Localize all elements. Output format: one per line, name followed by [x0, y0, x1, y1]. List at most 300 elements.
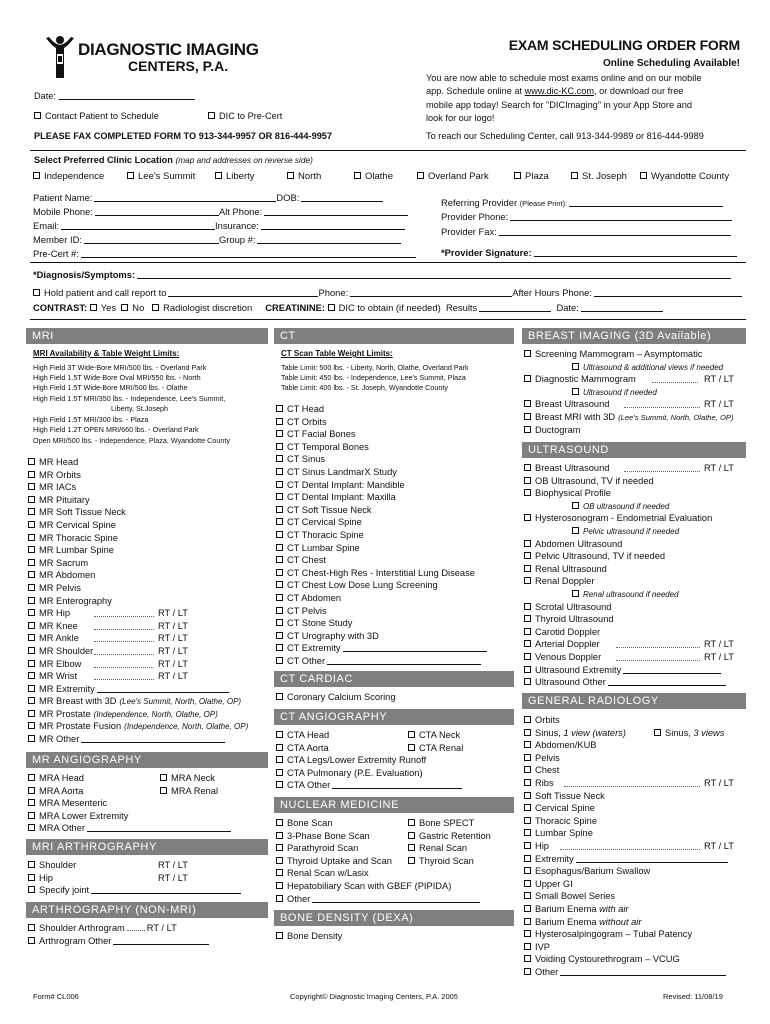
checkbox[interactable]: [524, 855, 531, 862]
checkbox[interactable]: [28, 722, 35, 729]
checkbox[interactable]: [28, 483, 35, 490]
checkbox[interactable]: [28, 584, 35, 591]
checkbox[interactable]: [28, 471, 35, 478]
checkbox[interactable]: [28, 886, 35, 893]
member-line[interactable]: [84, 235, 219, 244]
checkbox[interactable]: [28, 937, 35, 944]
exam-pelvic-ultrasound-tv-if-needed[interactable]: [524, 551, 746, 564]
provider-fax-field[interactable]: [441, 227, 731, 238]
checkbox[interactable]: [524, 817, 531, 824]
exam-ct-head[interactable]: [276, 404, 512, 417]
checkbox[interactable]: [524, 577, 531, 584]
checkbox[interactable]: [276, 581, 283, 588]
checkbox[interactable]: [276, 895, 283, 902]
checkbox[interactable]: [524, 666, 531, 673]
hold-phone-line[interactable]: [350, 288, 512, 297]
checkbox[interactable]: [524, 464, 531, 471]
checkbox[interactable]: [33, 289, 40, 296]
checkbox[interactable]: [276, 544, 283, 551]
results-line[interactable]: [479, 303, 551, 312]
exam-chest[interactable]: [524, 765, 746, 778]
insurance-line[interactable]: [261, 221, 405, 230]
rt-lt-option[interactable]: RT / LT: [704, 840, 734, 851]
checkbox[interactable]: [408, 744, 415, 751]
mobile-line[interactable]: [95, 207, 219, 216]
referring-line[interactable]: [569, 198, 723, 207]
checkbox[interactable]: [524, 867, 531, 874]
exam-mr-prostate[interactable]: [28, 709, 268, 722]
rt-lt-option[interactable]: RT / LT: [704, 639, 734, 650]
checkbox[interactable]: [572, 590, 579, 597]
exam-abdomen-ultrasound[interactable]: [524, 539, 746, 552]
exam-ct-pelvis[interactable]: [276, 606, 512, 619]
checkbox[interactable]: [276, 556, 283, 563]
checkbox[interactable]: [276, 731, 283, 738]
checkbox[interactable]: [28, 597, 35, 604]
checkbox[interactable]: [276, 481, 283, 488]
checkbox[interactable]: [160, 787, 167, 794]
diagnosis-field[interactable]: [33, 270, 731, 281]
after-hours-line[interactable]: [594, 288, 742, 297]
checkbox[interactable]: [524, 918, 531, 925]
checkbox[interactable]: [524, 603, 531, 610]
checkbox[interactable]: [524, 804, 531, 811]
contact-patient-option[interactable]: [34, 111, 159, 122]
blank-line[interactable]: [343, 643, 487, 652]
exam-coronary-calcium-scoring[interactable]: [276, 692, 512, 705]
exam-mr-shoulder[interactable]: [28, 646, 268, 659]
checkbox[interactable]: [276, 468, 283, 475]
exam-mr-iacs[interactable]: [28, 482, 268, 495]
exam-mr-sacrum[interactable]: [28, 558, 268, 571]
checkbox[interactable]: [524, 678, 531, 685]
exam-ct-dental-implant-mandible[interactable]: [276, 480, 512, 493]
checkbox[interactable]: [524, 375, 531, 382]
exam-cta-other[interactable]: [276, 780, 416, 793]
checkbox[interactable]: [28, 496, 35, 503]
exam-mra-other[interactable]: [28, 823, 158, 836]
checkbox[interactable]: [28, 571, 35, 578]
exam-breast-ultrasound[interactable]: [524, 463, 746, 476]
clinic-option-north[interactable]: [287, 172, 321, 183]
checkbox[interactable]: [276, 744, 283, 751]
rt-lt-option[interactable]: RT / LT: [704, 777, 734, 788]
exam-screening-mammogram-asymptomatic[interactable]: [524, 349, 746, 362]
exam-mr-elbow[interactable]: [28, 659, 268, 672]
checkbox[interactable]: [34, 112, 41, 119]
checkbox[interactable]: [408, 832, 415, 839]
exam-thyroid-scan[interactable]: [408, 856, 512, 869]
exam-ductogram[interactable]: [524, 425, 746, 438]
checkbox[interactable]: [276, 693, 283, 700]
signature-line[interactable]: [534, 248, 737, 257]
checkbox[interactable]: [28, 660, 35, 667]
exam-gastric-retention[interactable]: [408, 831, 512, 844]
exam-other[interactable]: [524, 967, 746, 980]
exam-sinus[interactable]: [524, 728, 746, 741]
patient-name-field[interactable]: [33, 193, 383, 202]
checkbox[interactable]: [654, 729, 661, 736]
hold-line[interactable]: [168, 288, 318, 297]
checkbox[interactable]: [276, 607, 283, 614]
checkbox[interactable]: [152, 304, 159, 311]
checkbox[interactable]: [28, 672, 35, 679]
checkbox[interactable]: [524, 400, 531, 407]
exam-extremity[interactable]: [524, 854, 746, 867]
rt-lt-option[interactable]: RT / LT: [146, 923, 177, 933]
online-link[interactable]: www.dic-KC.com: [524, 86, 595, 97]
checkbox[interactable]: [524, 477, 531, 484]
breast-sub-option[interactable]: [524, 362, 746, 375]
exam-ct-lumbar-spine[interactable]: [276, 543, 512, 556]
exam-ct-temporal-bones[interactable]: [276, 442, 512, 455]
exam-cervical-spine[interactable]: [524, 803, 746, 816]
exam-mr-orbits[interactable]: [28, 470, 268, 483]
checkbox[interactable]: [524, 905, 531, 912]
exam-ct-stone-study[interactable]: [276, 618, 512, 631]
clinic-option-liberty[interactable]: [215, 172, 255, 183]
exam-mr-hip[interactable]: [28, 608, 268, 621]
checkbox[interactable]: [276, 932, 283, 939]
exam-hysterosalpingogram-tubal-patency[interactable]: [524, 929, 746, 942]
checkbox[interactable]: [160, 774, 167, 781]
exam-ultrasound-extremity[interactable]: [524, 665, 746, 678]
exam-hip[interactable]: [28, 873, 268, 886]
exam-esophagus-barium-swallow[interactable]: [524, 866, 746, 879]
checkbox[interactable]: [514, 172, 521, 179]
exam-mr-wrist[interactable]: [28, 671, 268, 684]
checkbox[interactable]: [276, 594, 283, 601]
checkbox[interactable]: [276, 781, 283, 788]
exam-venous-doppler[interactable]: [524, 652, 746, 665]
exam-soft-tissue-neck[interactable]: [524, 791, 746, 804]
precert-line[interactable]: [81, 249, 416, 258]
exam-mr-pituitary[interactable]: [28, 495, 268, 508]
checkbox[interactable]: [287, 172, 294, 179]
exam-ct-extremity[interactable]: [276, 643, 512, 656]
exam-ct-sinus-landmarx-study[interactable]: [276, 467, 512, 480]
checkbox[interactable]: [524, 653, 531, 660]
precert-field[interactable]: [33, 249, 416, 258]
checkbox[interactable]: [28, 735, 35, 742]
exam-ct-facial-bones[interactable]: [276, 429, 512, 442]
exam-bone-spect[interactable]: [408, 818, 512, 831]
checkbox[interactable]: [524, 741, 531, 748]
checkbox[interactable]: [276, 405, 283, 412]
checkbox[interactable]: [276, 756, 283, 763]
clinic-option-wyandotte-county[interactable]: [640, 172, 729, 183]
diagnosis-line[interactable]: [137, 270, 731, 279]
checkbox[interactable]: [640, 172, 647, 179]
checkbox[interactable]: [524, 829, 531, 836]
checkbox[interactable]: [28, 609, 35, 616]
date-line[interactable]: [59, 91, 195, 100]
checkbox[interactable]: [524, 628, 531, 635]
checkbox[interactable]: [276, 832, 283, 839]
checkbox[interactable]: [524, 514, 531, 521]
checkbox[interactable]: [276, 531, 283, 538]
results-date-line[interactable]: [581, 303, 663, 312]
checkbox[interactable]: [524, 426, 531, 433]
blank-line[interactable]: [312, 894, 480, 903]
provider-phone-line[interactable]: [510, 212, 732, 221]
exam-renal-scan-w-lasix[interactable]: [276, 868, 512, 881]
checkbox[interactable]: [276, 619, 283, 626]
checkbox[interactable]: [524, 968, 531, 975]
blank-line[interactable]: [87, 823, 231, 832]
checkbox[interactable]: [524, 350, 531, 357]
exam-ct-soft-tissue-neck[interactable]: [276, 505, 512, 518]
checkbox[interactable]: [408, 857, 415, 864]
exam-biophysical-profile[interactable]: [524, 488, 746, 501]
blank-line[interactable]: [91, 885, 241, 894]
exam-orbits[interactable]: [524, 715, 746, 728]
checkbox[interactable]: [28, 647, 35, 654]
checkbox[interactable]: [276, 418, 283, 425]
provider-fax-line[interactable]: [499, 227, 731, 236]
checkbox[interactable]: [572, 527, 579, 534]
exam-thyroid-ultrasound[interactable]: [524, 614, 746, 627]
exam-mr-extremity[interactable]: [28, 684, 268, 697]
exam-ct-cervical-spine[interactable]: [276, 517, 512, 530]
exam-mr-enterography[interactable]: [28, 596, 268, 609]
rt-lt-option[interactable]: RT / LT: [704, 651, 734, 662]
exam-ribs[interactable]: [524, 778, 746, 791]
checkbox[interactable]: [28, 710, 35, 717]
checkbox[interactable]: [28, 685, 35, 692]
rt-lt-option[interactable]: RT / LT: [158, 633, 188, 644]
exam-hip[interactable]: [524, 841, 746, 854]
checkbox[interactable]: [524, 754, 531, 761]
rt-lt-option[interactable]: RT / LT: [158, 872, 188, 883]
exam-barium-enema[interactable]: [524, 917, 746, 930]
checkbox[interactable]: [276, 455, 283, 462]
exam-breast-ultrasound[interactable]: [524, 399, 746, 412]
exam-shoulder-arthrogram[interactable]: [28, 923, 268, 936]
clinic-option-overland-park[interactable]: [417, 172, 489, 183]
dob-line[interactable]: [301, 193, 383, 202]
checkbox[interactable]: [28, 824, 35, 831]
checkbox[interactable]: [28, 458, 35, 465]
group-line[interactable]: [257, 235, 401, 244]
checkbox[interactable]: [524, 640, 531, 647]
checkbox[interactable]: [524, 413, 531, 420]
blank-line[interactable]: [560, 967, 726, 976]
ultrasound-sub-option[interactable]: [524, 589, 746, 602]
checkbox[interactable]: [417, 172, 424, 179]
checkbox[interactable]: [524, 729, 531, 736]
checkbox[interactable]: [524, 565, 531, 572]
checkbox[interactable]: [28, 812, 35, 819]
exam-mr-prostate-fusion[interactable]: [28, 721, 268, 734]
hold-patient-field[interactable]: [33, 288, 742, 299]
exam-bone-density[interactable]: [276, 931, 512, 944]
sinus-3-views-option[interactable]: [654, 728, 724, 739]
exam-specify-joint[interactable]: [28, 885, 268, 898]
rt-lt-option[interactable]: RT / LT: [704, 463, 734, 473]
checkbox[interactable]: [28, 697, 35, 704]
email-field[interactable]: [33, 221, 405, 230]
checkbox[interactable]: [524, 615, 531, 622]
exam-thoracic-spine[interactable]: [524, 816, 746, 829]
exam-mra-mesenteric[interactable]: [28, 798, 158, 811]
exam-mra-aorta[interactable]: [28, 786, 158, 799]
checkbox[interactable]: [276, 443, 283, 450]
exam-ct-chest-low-dose-lung-screening[interactable]: [276, 580, 512, 593]
member-id-field[interactable]: [33, 235, 401, 244]
blank-line[interactable]: [608, 677, 726, 686]
exam-other[interactable]: [276, 894, 512, 907]
clinic-option-olathe[interactable]: [354, 172, 393, 183]
checkbox[interactable]: [28, 634, 35, 641]
clinic-option-lee-s-summit[interactable]: [127, 172, 195, 183]
rt-lt-option[interactable]: RT / LT: [704, 399, 734, 410]
blank-line[interactable]: [97, 684, 229, 693]
exam-mr-lumbar-spine[interactable]: [28, 545, 268, 558]
exam-cta-aorta[interactable]: [276, 743, 416, 756]
checkbox[interactable]: [524, 540, 531, 547]
checkbox[interactable]: [208, 112, 215, 119]
rt-lt-option[interactable]: RT / LT: [704, 374, 734, 385]
checkbox[interactable]: [28, 508, 35, 515]
exam-ultrasound-other[interactable]: [524, 677, 746, 690]
checkbox[interactable]: [328, 304, 335, 311]
checkbox[interactable]: [28, 799, 35, 806]
exam-mr-soft-tissue-neck[interactable]: [28, 507, 268, 520]
blank-line[interactable]: [113, 936, 209, 945]
checkbox[interactable]: [28, 546, 35, 553]
exam-breast-mri-with-3d[interactable]: [524, 412, 746, 425]
checkbox[interactable]: [524, 930, 531, 937]
exam-diagnostic-mammogram[interactable]: [524, 374, 746, 387]
exam-ivp[interactable]: [524, 942, 746, 955]
exam-ct-other[interactable]: [276, 656, 512, 669]
checkbox[interactable]: [524, 943, 531, 950]
checkbox[interactable]: [524, 716, 531, 723]
exam-ct-abdomen[interactable]: [276, 593, 512, 606]
checkbox[interactable]: [28, 521, 35, 528]
checkbox[interactable]: [408, 844, 415, 851]
checkbox[interactable]: [524, 489, 531, 496]
checkbox[interactable]: [276, 657, 283, 664]
clinic-option-plaza[interactable]: [514, 172, 549, 183]
exam-shoulder[interactable]: [28, 860, 268, 873]
exam-voiding-cystourethrogram-vcug[interactable]: [524, 954, 746, 967]
checkbox[interactable]: [28, 924, 35, 931]
checkbox[interactable]: [524, 766, 531, 773]
mobile-phone-field[interactable]: [33, 207, 408, 216]
exam-mr-knee[interactable]: [28, 621, 268, 634]
exam-mr-other[interactable]: [28, 734, 268, 747]
alt-phone-line[interactable]: [264, 207, 408, 216]
exam-mra-neck[interactable]: [160, 773, 260, 786]
exam-ct-sinus[interactable]: [276, 454, 512, 467]
checkbox[interactable]: [276, 506, 283, 513]
rt-lt-option[interactable]: RT / LT: [158, 860, 188, 870]
exam-renal-ultrasound[interactable]: [524, 564, 746, 577]
exam-renal-doppler[interactable]: [524, 576, 746, 589]
checkbox[interactable]: [276, 857, 283, 864]
exam-barium-enema[interactable]: [524, 904, 746, 917]
checkbox[interactable]: [524, 880, 531, 887]
checkbox[interactable]: [28, 774, 35, 781]
checkbox[interactable]: [276, 644, 283, 651]
email-line[interactable]: [61, 221, 215, 230]
checkbox[interactable]: [572, 388, 579, 395]
checkbox[interactable]: [28, 874, 35, 881]
exam-upper-gi[interactable]: [524, 879, 746, 892]
checkbox[interactable]: [524, 792, 531, 799]
exam-mr-thoracic-spine[interactable]: [28, 533, 268, 546]
exam-mra-lower-extremity[interactable]: [28, 811, 158, 824]
exam-carotid-doppler[interactable]: [524, 627, 746, 640]
exam-ct-thoracic-spine[interactable]: [276, 530, 512, 543]
blank-line[interactable]: [332, 780, 462, 789]
checkbox[interactable]: [276, 769, 283, 776]
checkbox[interactable]: [276, 819, 283, 826]
checkbox[interactable]: [276, 632, 283, 639]
checkbox[interactable]: [276, 844, 283, 851]
checkbox[interactable]: [572, 363, 579, 370]
exam-pelvis[interactable]: [524, 753, 746, 766]
checkbox[interactable]: [28, 861, 35, 868]
checkbox[interactable]: [276, 569, 283, 576]
checkbox[interactable]: [28, 787, 35, 794]
checkbox[interactable]: [524, 842, 531, 849]
exam-ct-chest[interactable]: [276, 555, 512, 568]
checkbox[interactable]: [276, 493, 283, 500]
blank-line[interactable]: [623, 665, 721, 674]
exam-ct-urography-with-3d[interactable]: [276, 631, 512, 644]
provider-signature-field[interactable]: [441, 248, 737, 259]
checkbox[interactable]: [524, 552, 531, 559]
checkbox[interactable]: [524, 892, 531, 899]
checkbox[interactable]: [354, 172, 361, 179]
checkbox[interactable]: [28, 622, 35, 629]
exam-mr-pelvis[interactable]: [28, 583, 268, 596]
blank-line[interactable]: [327, 656, 481, 665]
checkbox[interactable]: [127, 172, 134, 179]
date-field[interactable]: [34, 91, 195, 102]
checkbox[interactable]: [215, 172, 222, 179]
patient-name-line[interactable]: [94, 193, 276, 202]
checkbox[interactable]: [28, 534, 35, 541]
rt-lt-option[interactable]: RT / LT: [158, 620, 188, 631]
checkbox[interactable]: [121, 304, 128, 311]
ultrasound-sub-option[interactable]: [524, 526, 746, 539]
exam-mra-renal[interactable]: [160, 786, 260, 799]
exam-cta-neck[interactable]: [408, 730, 508, 743]
checkbox[interactable]: [571, 172, 578, 179]
provider-phone-field[interactable]: [441, 212, 732, 223]
exam-cta-pulmonary-p-e-evaluation[interactable]: [276, 767, 423, 781]
exam-cta-legs-lower-extremity-runoff[interactable]: [276, 755, 427, 768]
referring-provider-field[interactable]: [441, 198, 723, 209]
exam-mr-breast-with-3d[interactable]: [28, 696, 268, 709]
checkbox[interactable]: [276, 430, 283, 437]
checkbox[interactable]: [524, 779, 531, 786]
exam-mr-ankle[interactable]: [28, 633, 268, 646]
checkbox[interactable]: [276, 882, 283, 889]
exam-abdomen-kub[interactable]: [524, 740, 746, 753]
checkbox[interactable]: [524, 955, 531, 962]
clinic-option-independence[interactable]: [33, 172, 104, 183]
exam-mr-cervical-spine[interactable]: [28, 520, 268, 533]
exam-mra-head[interactable]: [28, 773, 158, 786]
exam-ob-ultrasound-tv-if-needed[interactable]: [524, 476, 746, 489]
checkbox[interactable]: [276, 518, 283, 525]
exam-cta-renal[interactable]: [408, 743, 508, 756]
